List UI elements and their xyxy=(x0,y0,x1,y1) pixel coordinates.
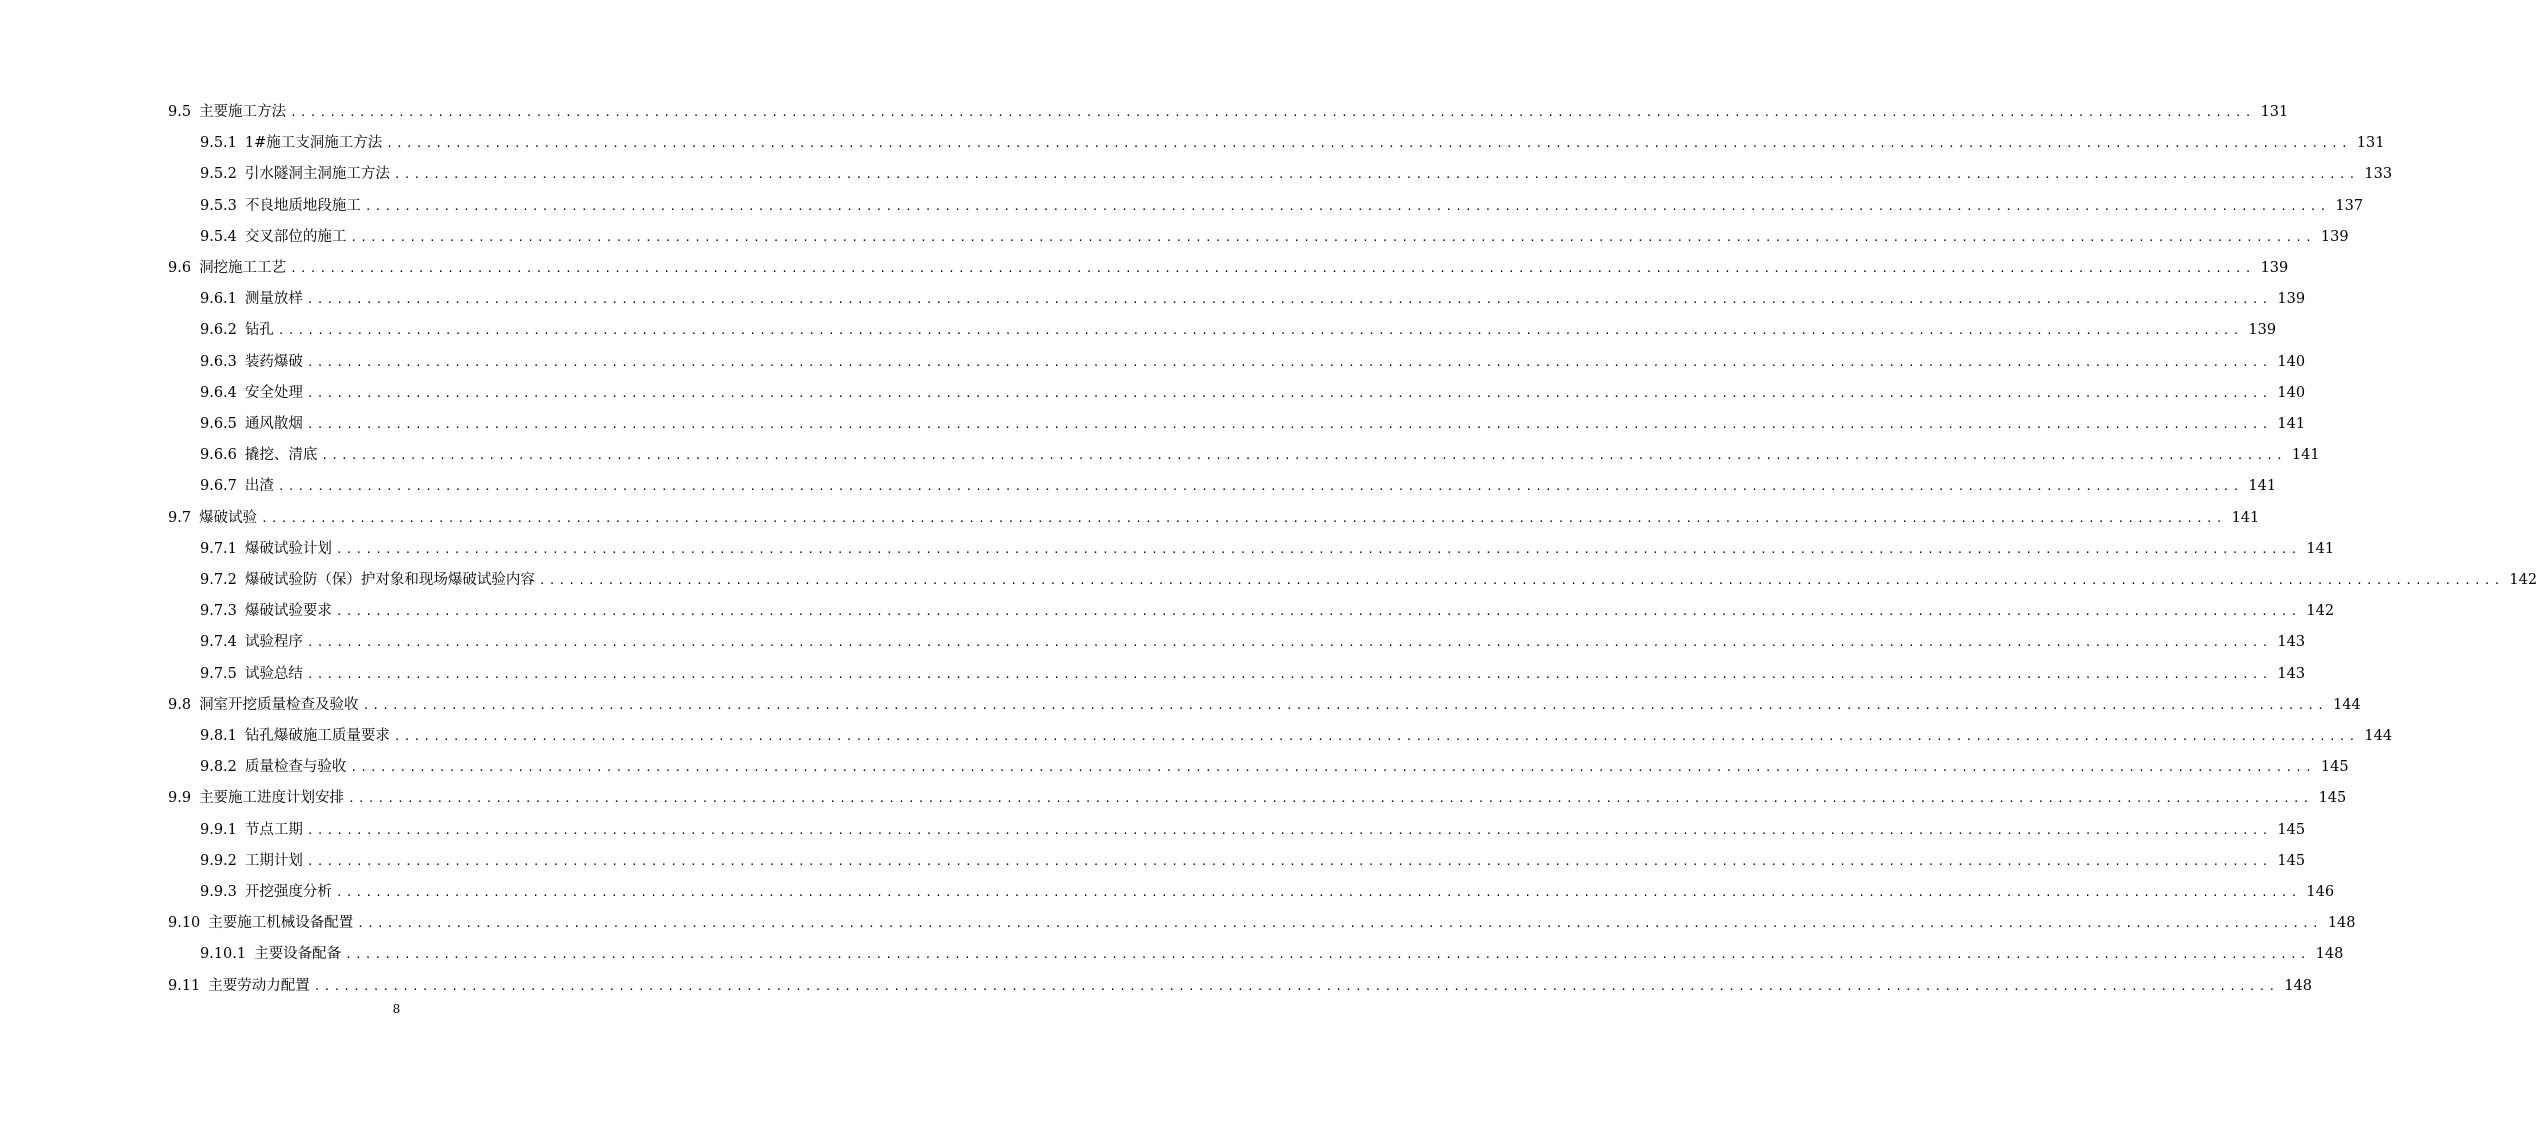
toc-entry-number: 9.6.3 xyxy=(200,353,237,370)
toc-entry-number: 9.5 xyxy=(168,103,192,120)
toc-entry-number: 9.8.2 xyxy=(200,758,237,775)
dot-leader: ........................................................................................................................................................................................................ xyxy=(290,261,2255,275)
dot-leader: ........................................................................................................................................................................................................ xyxy=(306,386,2272,400)
toc-entry-title: 引水隧洞主洞施工方法 xyxy=(244,165,390,182)
dot-leader: ........................................................................................................................................................................................................ xyxy=(393,167,2359,181)
toc-entry-page: 141 xyxy=(2306,540,2335,557)
toc-entry-page: 141 xyxy=(2291,446,2320,463)
toc-entry-number: 9.6.7 xyxy=(200,477,237,494)
toc-entry-title: 开挖强度分析 xyxy=(244,883,332,900)
toc-entry-page: 139 xyxy=(2248,321,2277,338)
toc-entry-page: 145 xyxy=(2277,852,2306,869)
toc-entry-page: 140 xyxy=(2277,353,2306,370)
dot-leader: ........................................................................................................................................................................................................ xyxy=(538,573,2504,587)
toc-entry-title: 主要施工方法 xyxy=(199,103,287,120)
toc-entry-number: 9.8 xyxy=(168,696,192,713)
toc-entry[interactable] xyxy=(200,346,2306,377)
toc-entry-page: 140 xyxy=(2277,384,2306,401)
dot-leader: ........................................................................................................................................................................................................ xyxy=(350,760,2315,774)
toc-entry-number: 9.6.5 xyxy=(200,415,237,432)
toc-entry-page: 148 xyxy=(2327,914,2356,931)
toc-entry[interactable] xyxy=(168,96,2289,127)
toc-entry-number: 9.5.4 xyxy=(200,228,237,245)
toc-entry-number: 9.9 xyxy=(168,789,192,806)
toc-entry[interactable] xyxy=(200,127,2385,158)
toc-entry-title: 试验程序 xyxy=(244,633,303,650)
toc-entry-title: 工期计划 xyxy=(244,852,303,869)
toc-entry[interactable] xyxy=(200,314,2277,345)
toc-entry-title: 爆破试验防（保）护对象和现场爆破试验内容 xyxy=(244,571,535,588)
toc-entry-title: 钻孔爆破施工质量要求 xyxy=(244,727,390,744)
dot-leader: ........................................................................................................................................................................................................ xyxy=(335,604,2301,618)
toc-entry-page: 142 xyxy=(2509,571,2537,588)
toc-entry-number: 9.7.3 xyxy=(200,602,237,619)
toc-entry[interactable] xyxy=(168,782,2347,813)
toc-entry-number: 9.10 xyxy=(168,914,201,931)
dot-leader: ........................................................................................................................................................................................................ xyxy=(306,667,2272,681)
dot-leader: ........................................................................................................................................................................................................ xyxy=(306,292,2272,306)
toc-entry-page: 141 xyxy=(2231,509,2260,526)
toc-entry-page: 141 xyxy=(2248,477,2277,494)
toc-entry-number: 9.6.2 xyxy=(200,321,237,338)
toc-entry[interactable] xyxy=(200,595,2335,626)
dot-leader: ........................................................................................................................................................................................................ xyxy=(306,823,2272,837)
toc-entry[interactable] xyxy=(200,470,2277,501)
toc-entry-title: 钻孔 xyxy=(244,321,274,338)
toc-entry-number: 9.5.1 xyxy=(200,134,237,151)
toc-entry-number: 9.9.3 xyxy=(200,883,237,900)
toc-entry-page: 144 xyxy=(2364,727,2393,744)
toc-entry[interactable] xyxy=(200,720,2393,751)
toc-entry-page: 137 xyxy=(2335,197,2364,214)
toc-entry-title: 不良地质地段施工 xyxy=(244,197,361,214)
toc-entry-page: 131 xyxy=(2356,134,2385,151)
toc-entry[interactable] xyxy=(200,658,2306,689)
toc-entry-title: 节点工期 xyxy=(244,821,303,838)
toc-entry-page: 148 xyxy=(2315,945,2344,962)
toc-entry-title: 洞室开挖质量检查及验收 xyxy=(199,696,359,713)
toc-entry-title: 爆破试验要求 xyxy=(244,602,332,619)
dot-leader: ........................................................................................................................................................................................................ xyxy=(306,355,2272,369)
toc-entry-number: 9.8.1 xyxy=(200,727,237,744)
toc-entry[interactable] xyxy=(200,814,2306,845)
toc-entry-title: 试验总结 xyxy=(244,665,303,682)
dot-leader: ........................................................................................................................................................................................................ xyxy=(306,417,2272,431)
toc-entry-number: 9.9.2 xyxy=(200,852,237,869)
toc-entry-number: 9.7 xyxy=(168,509,192,526)
toc-entry[interactable] xyxy=(200,221,2349,252)
toc-entry-title: 质量检查与验收 xyxy=(244,758,347,775)
dot-leader: ........................................................................................................................................................................................................ xyxy=(348,791,2313,805)
toc-entry-number: 9.6.1 xyxy=(200,290,237,307)
dot-leader: ........................................................................................................................................................................................................ xyxy=(261,511,2226,525)
dot-leader: ........................................................................................................................................................................................................ xyxy=(290,105,2255,119)
toc-entry-number: 9.6 xyxy=(168,259,192,276)
toc-entry-page: 145 xyxy=(2320,758,2349,775)
toc-entry[interactable] xyxy=(200,845,2306,876)
toc-entry-title: 1#施工支洞施工方法 xyxy=(244,134,383,151)
toc-entry[interactable] xyxy=(168,907,2356,938)
toc-entry[interactable] xyxy=(168,252,2289,283)
dot-leader: ........................................................................................................................................................................................................ xyxy=(335,542,2301,556)
toc-entry-number: 9.7.5 xyxy=(200,665,237,682)
page-number: 8 xyxy=(392,1002,401,1016)
dot-leader: ........................................................................................................................................................................................................ xyxy=(386,136,2351,150)
toc-entry[interactable] xyxy=(200,408,2306,439)
toc-entry-number: 9.11 xyxy=(168,977,201,994)
toc-entry-page: 145 xyxy=(2277,821,2306,838)
toc-entry-number: 9.6.4 xyxy=(200,384,237,401)
toc-entry-title: 撬挖、清底 xyxy=(244,446,318,463)
toc-entry-number: 9.7.2 xyxy=(200,571,237,588)
toc-entry-number: 9.7.4 xyxy=(200,633,237,650)
toc-entry[interactable] xyxy=(200,190,2364,221)
toc-entry[interactable] xyxy=(200,564,2537,595)
dot-leader: ........................................................................................................................................................................................................ xyxy=(364,199,2330,213)
toc-entry-title: 装药爆破 xyxy=(244,353,303,370)
toc-entry-page: 148 xyxy=(2284,977,2312,994)
toc-entry-title: 通风散烟 xyxy=(244,415,303,432)
toc-entry-title: 爆破试验计划 xyxy=(244,540,332,557)
toc-entry-number: 9.5.3 xyxy=(200,197,237,214)
toc-entry-title: 测量放样 xyxy=(244,290,303,307)
toc-entry-page: 141 xyxy=(2277,415,2306,432)
toc-entry-title: 主要施工进度计划安排 xyxy=(199,789,345,806)
toc-entry-page: 142 xyxy=(2306,602,2335,619)
toc-entry[interactable] xyxy=(200,876,2335,907)
toc-entry-title: 出渣 xyxy=(244,477,274,494)
toc-entry-title: 交叉部位的施工 xyxy=(244,228,347,245)
dot-leader: ........................................................................................................................................................................................................ xyxy=(335,885,2301,899)
dot-leader: ........................................................................................................................................................................................................ xyxy=(350,230,2315,244)
toc-entry-number: 9.6.6 xyxy=(200,446,237,463)
toc-entry-number: 9.9.1 xyxy=(200,821,237,838)
toc-entry[interactable] xyxy=(200,626,2306,657)
toc-entry-number: 9.7.1 xyxy=(200,540,237,557)
dot-leader: ........................................................................................................................................................................................................ xyxy=(306,854,2272,868)
toc-entry-title: 主要劳动力配置 xyxy=(208,977,310,994)
dot-leader: ........................................................................................................................................................................................................ xyxy=(313,979,2279,993)
toc-entry-page: 145 xyxy=(2318,789,2347,806)
toc-entry[interactable] xyxy=(168,689,2361,720)
toc-entry[interactable] xyxy=(200,158,2393,189)
dot-leader: ........................................................................................................................................................................................................ xyxy=(393,729,2359,743)
toc-entry-page: 139 xyxy=(2320,228,2349,245)
dot-leader: ........................................................................................................................................................................................................ xyxy=(306,635,2272,649)
toc-entry-page: 143 xyxy=(2277,665,2306,682)
toc-entry-page: 143 xyxy=(2277,633,2306,650)
toc-entry-page: 144 xyxy=(2333,696,2361,713)
toc-entry-page: 146 xyxy=(2306,883,2335,900)
dot-leader: ........................................................................................................................................................................................................ xyxy=(277,323,2243,337)
toc-entry[interactable] xyxy=(168,502,2260,533)
toc-entry[interactable] xyxy=(200,283,2306,314)
toc-entry-page: 139 xyxy=(2277,290,2306,307)
toc-entry[interactable] xyxy=(168,970,2312,1001)
dot-leader: ........................................................................................................................................................................................................ xyxy=(345,947,2310,961)
toc-entry-page: 139 xyxy=(2260,259,2289,276)
dot-leader: ........................................................................................................................................................................................................ xyxy=(362,698,2328,712)
toc-entry[interactable] xyxy=(200,751,2349,782)
dot-leader: ........................................................................................................................................................................................................ xyxy=(357,916,2322,930)
dot-leader: ........................................................................................................................................................................................................ xyxy=(277,479,2243,493)
toc-entry[interactable] xyxy=(200,377,2306,408)
toc-entry[interactable] xyxy=(200,938,2344,969)
toc-entry[interactable] xyxy=(200,533,2335,564)
toc-entry-title: 爆破试验 xyxy=(199,509,258,526)
toc-entry-title: 主要设备配备 xyxy=(254,945,342,962)
toc-entry[interactable] xyxy=(200,439,2320,470)
toc-entry-number: 9.10.1 xyxy=(200,945,247,962)
dot-leader: ........................................................................................................................................................................................................ xyxy=(321,448,2286,462)
toc-entry-title: 安全处理 xyxy=(244,384,303,401)
toc-entry-title: 主要施工机械设备配置 xyxy=(208,914,354,931)
toc-entry-title: 洞挖施工工艺 xyxy=(199,259,287,276)
toc-entry-page: 131 xyxy=(2260,103,2289,120)
toc-entry-number: 9.5.2 xyxy=(200,165,237,182)
toc-entry-page: 133 xyxy=(2364,165,2393,182)
